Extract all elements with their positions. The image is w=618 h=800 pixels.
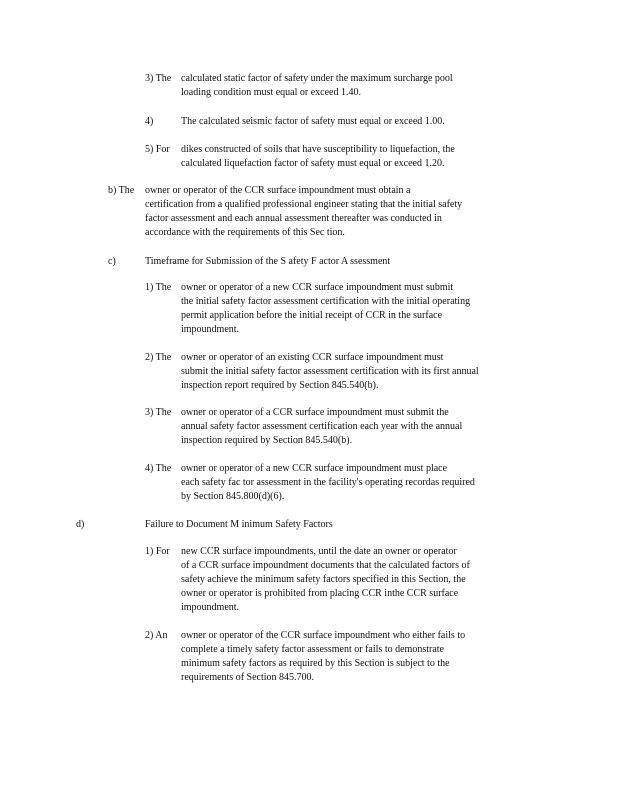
c-item-1-label: 1) The — [145, 282, 172, 293]
section-c-label: c) — [108, 256, 116, 267]
section-b-line-3: factor assessment and each annual assessment thereafter was conducted in — [145, 213, 442, 224]
c-item-3-line-2: annual safety factor assessment certification each year with the annual — [181, 421, 463, 432]
c-item-2-line-1: owner or operator of an existing CCR surface impoundment must — [181, 352, 444, 363]
c-item-2-line-2: submit the initial safety factor assessment certification with its first annual — [181, 366, 479, 377]
c-item-2-line-3: inspection report required by Section 845.540(b). — [181, 380, 379, 391]
c-item-3-label: 3) The — [145, 407, 172, 418]
d-item-2-line-1: owner or operator of the CCR surface impoundment who either fails to — [181, 630, 466, 641]
item-5-line-1: dikes constructed of soils that have susceptibility to liquefaction, the — [181, 144, 455, 155]
section-b-line-2: certification from a qualified professional engineer stating that the initial safety — [145, 199, 463, 210]
c-item-4-line-1: owner or operator of a new CCR surface impoundment must place — [181, 463, 448, 474]
section-b-label: b) The — [108, 185, 135, 196]
section-c-heading: Timeframe for Submission of the S afety F actor A ssessment — [145, 256, 391, 267]
item-3-line-1: calculated static factor of safety under the maximum surcharge pool — [181, 73, 453, 84]
d-item-2-line-3: minimum safety factors as required by this Section is subject to the — [181, 658, 450, 669]
item-5-label: 5) For — [145, 144, 170, 155]
d-item-1-line-4: owner or operator is prohibited from placing CCR inthe CCR surface — [181, 588, 459, 599]
c-item-4-line-2: each safety fac tor assessment in the facility's operating recordas required — [181, 477, 475, 488]
c-item-3-line-3: inspection required by Section 845.540(b). — [181, 435, 353, 446]
section-d-label: d) — [76, 519, 85, 530]
d-item-1-line-1: new CCR surface impoundments, until the date an owner or operator — [181, 546, 457, 557]
item-4-label: 4) — [145, 116, 154, 127]
item-4-line-1: The calculated seismic factor of safety must equal or exceed 1.00. — [181, 116, 445, 127]
c-item-1-line-2: the initial safety factor assessment certification with the initial operating — [181, 296, 471, 307]
c-item-1-line-1: owner or operator of a new CCR surface impoundment must submit — [181, 282, 454, 293]
d-item-2-line-2: complete a timely safety factor assessment or fails to demonstrate — [181, 644, 444, 655]
d-item-1-line-5: impoundment. — [181, 602, 240, 613]
d-item-1-label: 1) For — [145, 546, 170, 557]
section-b-line-1: owner or operator of the CCR surface impoundment must obtain a — [145, 185, 411, 196]
c-item-3-line-1: owner or operator of a CCR surface impoundment must submit the — [181, 407, 449, 418]
section-d-heading: Failure to Document M inimum Safety Factors — [145, 519, 333, 530]
c-item-1-line-3: permit application before the initial receipt of CCR in the surface — [181, 310, 443, 321]
d-item-1-line-2: of a CCR surface impoundment documents that the calculated factors of — [181, 560, 470, 571]
section-b-line-4: accordance with the requirements of this Sec tion. — [145, 227, 345, 238]
d-item-1-line-3: safety achieve the minimum safety factors specified in this Section, the — [181, 574, 466, 585]
item-3-line-2: loading condition must equal or exceed 1.40. — [181, 87, 361, 98]
d-item-2-line-4: requirements of Section 845.700. — [181, 672, 315, 683]
c-item-4-line-3: by Section 845.800(d)(6). — [181, 491, 285, 502]
c-item-4-label: 4) The — [145, 463, 172, 474]
item-5-line-2: calculated liquefaction factor of safety must equal or exceed 1.20. — [181, 158, 445, 169]
c-item-2-label: 2) The — [145, 352, 172, 363]
d-item-2-label: 2) An — [145, 630, 168, 641]
c-item-1-line-4: impoundment. — [181, 324, 240, 335]
item-3-label: 3) The — [145, 73, 172, 84]
